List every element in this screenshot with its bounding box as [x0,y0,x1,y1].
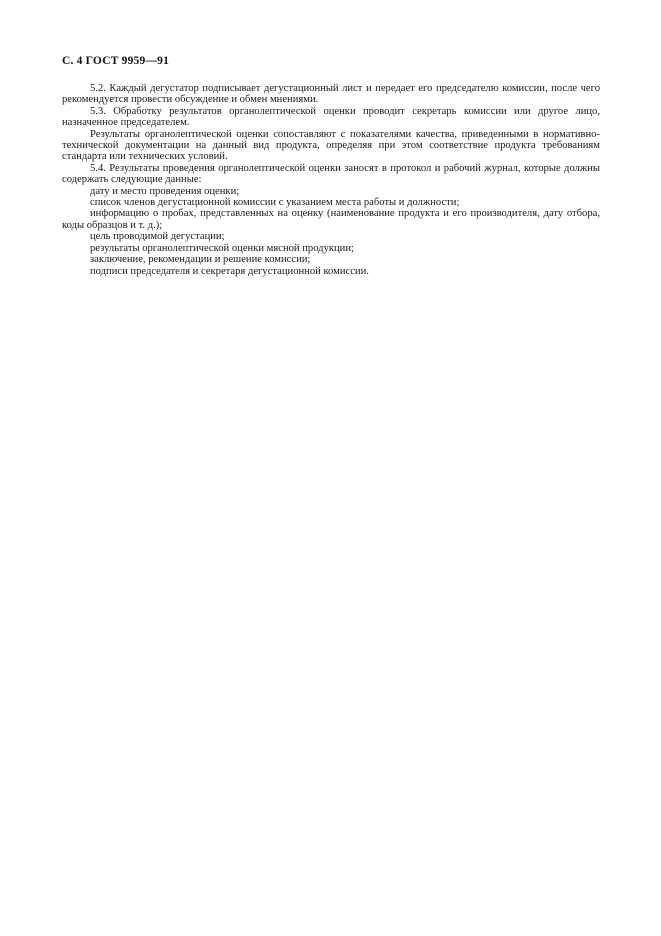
list-item-commission-members: список членов дегустационной комиссии с указанием места работы и должности; [90,197,460,209]
list-item-conclusion: заключение, рекомендации и решение комиссии; [90,254,311,266]
list-item-date-place: дату и место проведения оценки; [90,185,240,197]
list-item-evaluation-results: результаты органолептической оценки мясной продукции; [90,242,354,254]
paragraph-results-comparison: Результаты органолептической оценки сопоставляют с показателями качества, приведенными в нормативно-технической документации на данный вид продукта, определяя при этом соответствие продукта требованиям стандарта или технических условий. [62,128,600,163]
list-item-sample-info: информацию о пробах, представленных на оценку (наименование продукта и его производителя, дату отбора, коды образцов и т. д.); [62,208,600,231]
list-item-signatures: подписи председателя и секретаря дегустационной комиссии. [90,265,369,277]
paragraph-5-3: 5.3. Обработку результатов органолептической оценки проводит секретарь комиссии или другое лицо, назначенное председателем. [62,105,600,129]
page-header: С. 4 ГОСТ 9959—91 [62,55,170,67]
paragraph-5-4: 5.4. Результаты проведения органолептической оценки заносят в протокол и рабочий журнал, которые должны содержать следующие данные: [62,162,600,186]
list-item-tasting-purpose: цель проводимой дегустации; [90,231,225,243]
document-body [62,83,600,277]
paragraph-5-2: 5.2. Каждый дегустатор подписывает дегустационный лист и передает его председателю комиссии, после чего рекомендуется провести обсуждение и обмен мнениями. [62,83,600,106]
